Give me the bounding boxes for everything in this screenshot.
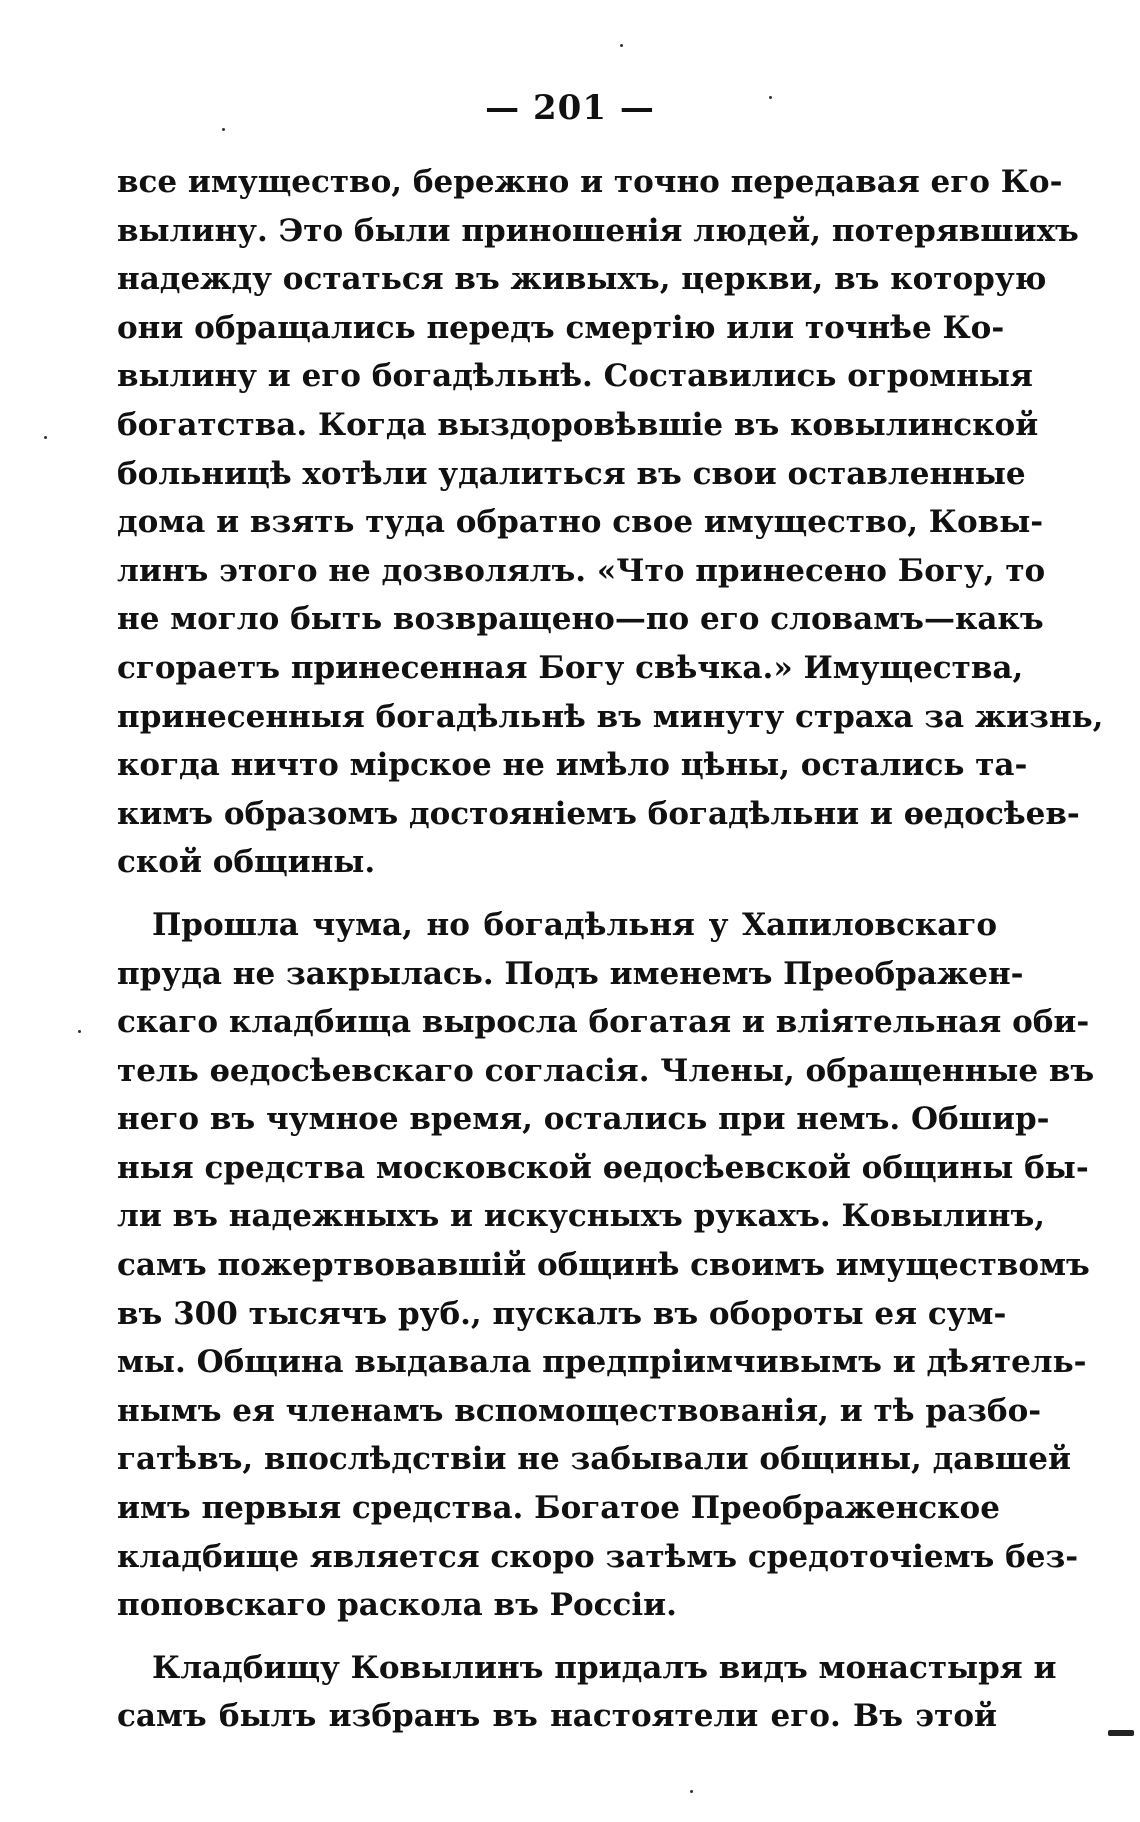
text-line: скаго кладбища выросла богатая и вліятельная оби- [117, 1004, 1090, 1041]
text-line: сгораетъ принесенная Богу свѣчка.» Имущества, [117, 649, 1024, 686]
paragraph [117, 158, 1104, 887]
paragraph-gap [117, 887, 997, 901]
text-line: они обращались передъ смертію или точнѣе Ко- [117, 309, 1005, 346]
text-line: самъ пожертвовавшій общинѣ своимъ имуществомъ [117, 1247, 1090, 1284]
text-line: Прошла чума, но богадѣльня у Хапиловскаго [152, 906, 997, 943]
speck [620, 44, 623, 47]
text-line: пруда не закрылась. Подъ именемъ Преображен- [117, 955, 1024, 992]
text-line: богатства. Когда выздоровѣвшіе въ ковылинской [117, 406, 1039, 443]
body-text [117, 158, 1104, 1741]
text-line: ныя средства московской ѳедосѣевской общины бы- [117, 1149, 1089, 1186]
margin-mark [1108, 1730, 1134, 1736]
text-line: имъ первыя средства. Богатое Преображенское [117, 1490, 1000, 1527]
page-number: — 201 — [485, 88, 655, 128]
text-line: когда ничто мірское не имѣло цѣны, остались та- [117, 747, 1028, 784]
text-line: не могло быть возвращено—по его словамъ—какъ [117, 601, 1044, 638]
text-line: гатѣвъ, впослѣдствіи не забывали общины, давшей [117, 1441, 1071, 1478]
text-line: него въ чумное время, остались при немъ. Обшир- [117, 1101, 1050, 1138]
text-line: вылину и его богадѣльнѣ. Составились огромныя [117, 358, 1033, 395]
paragraph [117, 901, 1095, 1630]
speck [44, 436, 47, 439]
speck [222, 128, 225, 131]
text-line: самъ былъ избранъ въ настоятели его. Въ этой [117, 1698, 997, 1735]
text-line: все имущество, бережно и точно передавая его Ко- [117, 164, 1063, 200]
text-line: принесенныя богадѣльнѣ въ минуту страха за жизнь, [117, 698, 1104, 735]
text-line: линъ этого не дозволялъ. «Что принесено Богу, то [117, 552, 1046, 589]
text-line: поповскаго раскола въ Россіи. [117, 1587, 677, 1624]
text-line: ли въ надежныхъ и искусныхъ рукахъ. Ковылинъ, [117, 1198, 1046, 1235]
text-line: кимъ образомъ достояніемъ богадѣльни и ѳедосѣев- [117, 795, 1080, 832]
text-line: въ 300 тысячъ руб., пускалъ въ обороты ея сум- [117, 1295, 1007, 1332]
speck [78, 1030, 81, 1033]
text-line: мы. Община выдавала предпріимчивымъ и дѣятель- [117, 1344, 1087, 1381]
text-line: ской общины. [117, 844, 376, 881]
text-line: кладбище является скоро затѣмъ средоточіемъ без- [117, 1538, 1079, 1575]
text-line: тель ѳедосѣевскаго согласія. Члены, обращенные въ [117, 1052, 1095, 1089]
text-line: Кладбищу Ковылинъ придалъ видъ монастыря и [152, 1649, 1057, 1686]
text-line: больницѣ хотѣли удалиться въ свои оставленные [117, 455, 1026, 492]
text-line: надежду остаться въ живыхъ, церкви, въ которую [117, 261, 1047, 298]
speck [690, 1790, 693, 1793]
paragraph [117, 1644, 1057, 1741]
speck [769, 96, 772, 99]
paragraph-gap [117, 1630, 997, 1644]
text-line: вылину. Это были приношенія людей, потерявшихъ [117, 212, 1079, 249]
text-line: дома и взять туда обратно свое имущество, Ковы- [117, 504, 1044, 541]
text-line: нымъ ея членамъ вспомоществованія, и тѣ разбо- [117, 1392, 1042, 1429]
